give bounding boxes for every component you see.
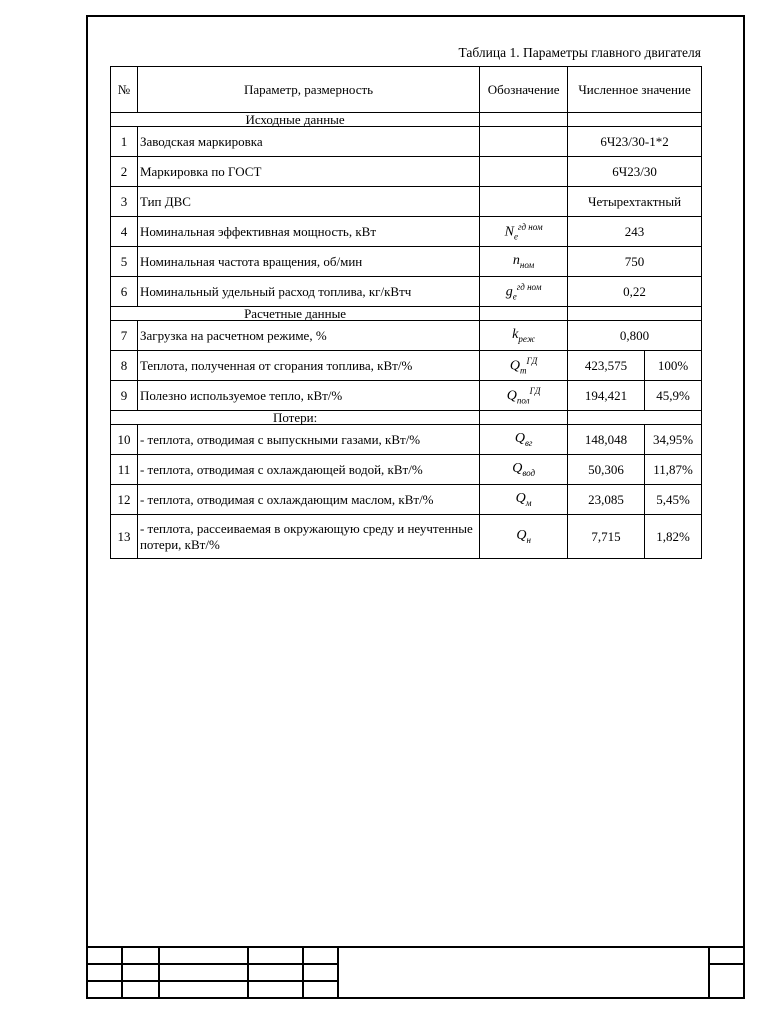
row-number: 4: [111, 217, 138, 247]
symbol-subscript: вг: [524, 437, 533, 448]
symbol-subscript: м: [525, 497, 532, 508]
symbol-base: Q: [514, 431, 525, 447]
parameter-name: - теплота, отводимая с охлаждающим маслом, кВт/%: [137, 485, 479, 515]
parameter-symbol: [480, 217, 568, 247]
symbol-superscript: ГД: [526, 355, 538, 366]
value-absolute: 7,715: [568, 515, 645, 559]
value: 6Ч23/30: [568, 157, 702, 187]
section-row-calculated: [111, 307, 702, 321]
symbol-superscript: гд ном: [517, 221, 543, 232]
value: 0,22: [568, 277, 702, 307]
value-absolute: 23,085: [568, 485, 645, 515]
symbol-subscript: реж: [518, 333, 536, 344]
row-number: 11: [111, 455, 138, 485]
section-label: Расчетные данные: [111, 307, 480, 321]
parameter-name: Полезно используемое тепло, кВт/%: [137, 381, 479, 411]
row-number: 3: [111, 187, 138, 217]
value-percent: 1,82%: [645, 515, 702, 559]
table-row: [111, 485, 702, 515]
symbol-subscript: пол: [516, 395, 530, 406]
value: 6Ч23/30-1*2: [568, 127, 702, 157]
parameter-symbol: [480, 247, 568, 277]
symbol-superscript: гд ном: [516, 281, 542, 292]
title-block: [86, 946, 745, 999]
symbol-base: N: [504, 224, 514, 240]
symbol-base: n: [512, 253, 520, 269]
parameter-symbol: [480, 485, 568, 515]
parameter-name: Тип ДВС: [137, 187, 479, 217]
value-absolute: 423,575: [568, 351, 645, 381]
symbol-subscript: н: [526, 534, 531, 545]
parameter-symbol: [480, 321, 568, 351]
value-absolute: 194,421: [568, 381, 645, 411]
symbol-subscript: e: [513, 231, 518, 242]
symbol-base: Q: [506, 388, 517, 404]
symbol-base: Q: [509, 358, 520, 374]
value-percent: 100%: [645, 351, 702, 381]
symbol-subscript: ном: [519, 259, 535, 270]
table-row: [111, 455, 702, 485]
value: Четырехтактный: [568, 187, 702, 217]
row-number: 9: [111, 381, 138, 411]
row-number: 12: [111, 485, 138, 515]
engine-parameters-table: [110, 66, 702, 559]
parameter-name: Номинальный удельный расход топлива, кг/кВтч: [137, 277, 479, 307]
row-number: 6: [111, 277, 138, 307]
row-number: 1: [111, 127, 138, 157]
parameter-symbol: [480, 157, 568, 187]
table-row: [111, 381, 702, 411]
parameter-symbol: [480, 277, 568, 307]
symbol-base: Q: [515, 491, 526, 507]
parameter-name: Маркировка по ГОСТ: [137, 157, 479, 187]
row-number: 13: [111, 515, 138, 559]
symbol-subscript: т: [520, 365, 527, 376]
parameter-name: - теплота, отводимая с охлаждающей водой, кВт/%: [137, 455, 479, 485]
table-row: [111, 351, 702, 381]
section-row-initial: [111, 113, 702, 127]
table-row: [111, 321, 702, 351]
header-number: №: [111, 67, 138, 113]
parameter-name: Номинальная эффективная мощность, кВт: [137, 217, 479, 247]
parameter-name: Теплота, полученная от сгорания топлива, кВт/%: [137, 351, 479, 381]
table-row: [111, 217, 702, 247]
parameter-name: - теплота, отводимая с выпускными газами, кВт/%: [137, 425, 479, 455]
section-row-losses: [111, 411, 702, 425]
value: 243: [568, 217, 702, 247]
section-label: Исходные данные: [111, 113, 480, 127]
table-caption: Таблица 1. Параметры главного двигателя: [458, 45, 701, 60]
value: 750: [568, 247, 702, 277]
symbol-superscript: ГД: [529, 385, 541, 396]
value-percent: 34,95%: [645, 425, 702, 455]
parameter-symbol: [480, 425, 568, 455]
symbol-subscript: вод: [522, 467, 536, 478]
table-row: [111, 515, 702, 559]
row-number: 8: [111, 351, 138, 381]
header-parameter: Параметр, размерность: [137, 67, 479, 113]
value-absolute: 148,048: [568, 425, 645, 455]
table-row: [111, 247, 702, 277]
value-percent: 45,9%: [645, 381, 702, 411]
value-percent: 5,45%: [645, 485, 702, 515]
table-row: [111, 425, 702, 455]
parameter-symbol: [480, 515, 568, 559]
value-absolute: 50,306: [568, 455, 645, 485]
row-number: 10: [111, 425, 138, 455]
table-row: [111, 157, 702, 187]
symbol-base: Q: [516, 528, 527, 544]
parameter-symbol: [480, 127, 568, 157]
parameter-name: Номинальная частота вращения, об/мин: [137, 247, 479, 277]
parameter-name: - теплота, рассеиваемая в окружающую среду и неучтенные потери, кВт/%: [137, 515, 479, 559]
header-symbol: Обозначение: [480, 67, 568, 113]
header-value: Численное значение: [568, 67, 702, 113]
parameter-symbol: [480, 187, 568, 217]
symbol-base: Q: [512, 461, 523, 477]
parameter-symbol: [480, 351, 568, 381]
row-number: 2: [111, 157, 138, 187]
section-label: Потери:: [111, 411, 480, 425]
value-percent: 11,87%: [645, 455, 702, 485]
parameter-name: Загрузка на расчетном режиме, %: [137, 321, 479, 351]
value: 0,800: [568, 321, 702, 351]
symbol-subscript: e: [512, 291, 517, 302]
parameter-symbol: [480, 381, 568, 411]
table-row: [111, 187, 702, 217]
symbol-base: g: [505, 284, 513, 300]
row-number: 7: [111, 321, 138, 351]
row-number: 5: [111, 247, 138, 277]
table-row: [111, 127, 702, 157]
parameter-symbol: [480, 455, 568, 485]
table-row: [111, 277, 702, 307]
parameter-name: Заводская маркировка: [137, 127, 479, 157]
symbol-base: k: [512, 327, 519, 343]
